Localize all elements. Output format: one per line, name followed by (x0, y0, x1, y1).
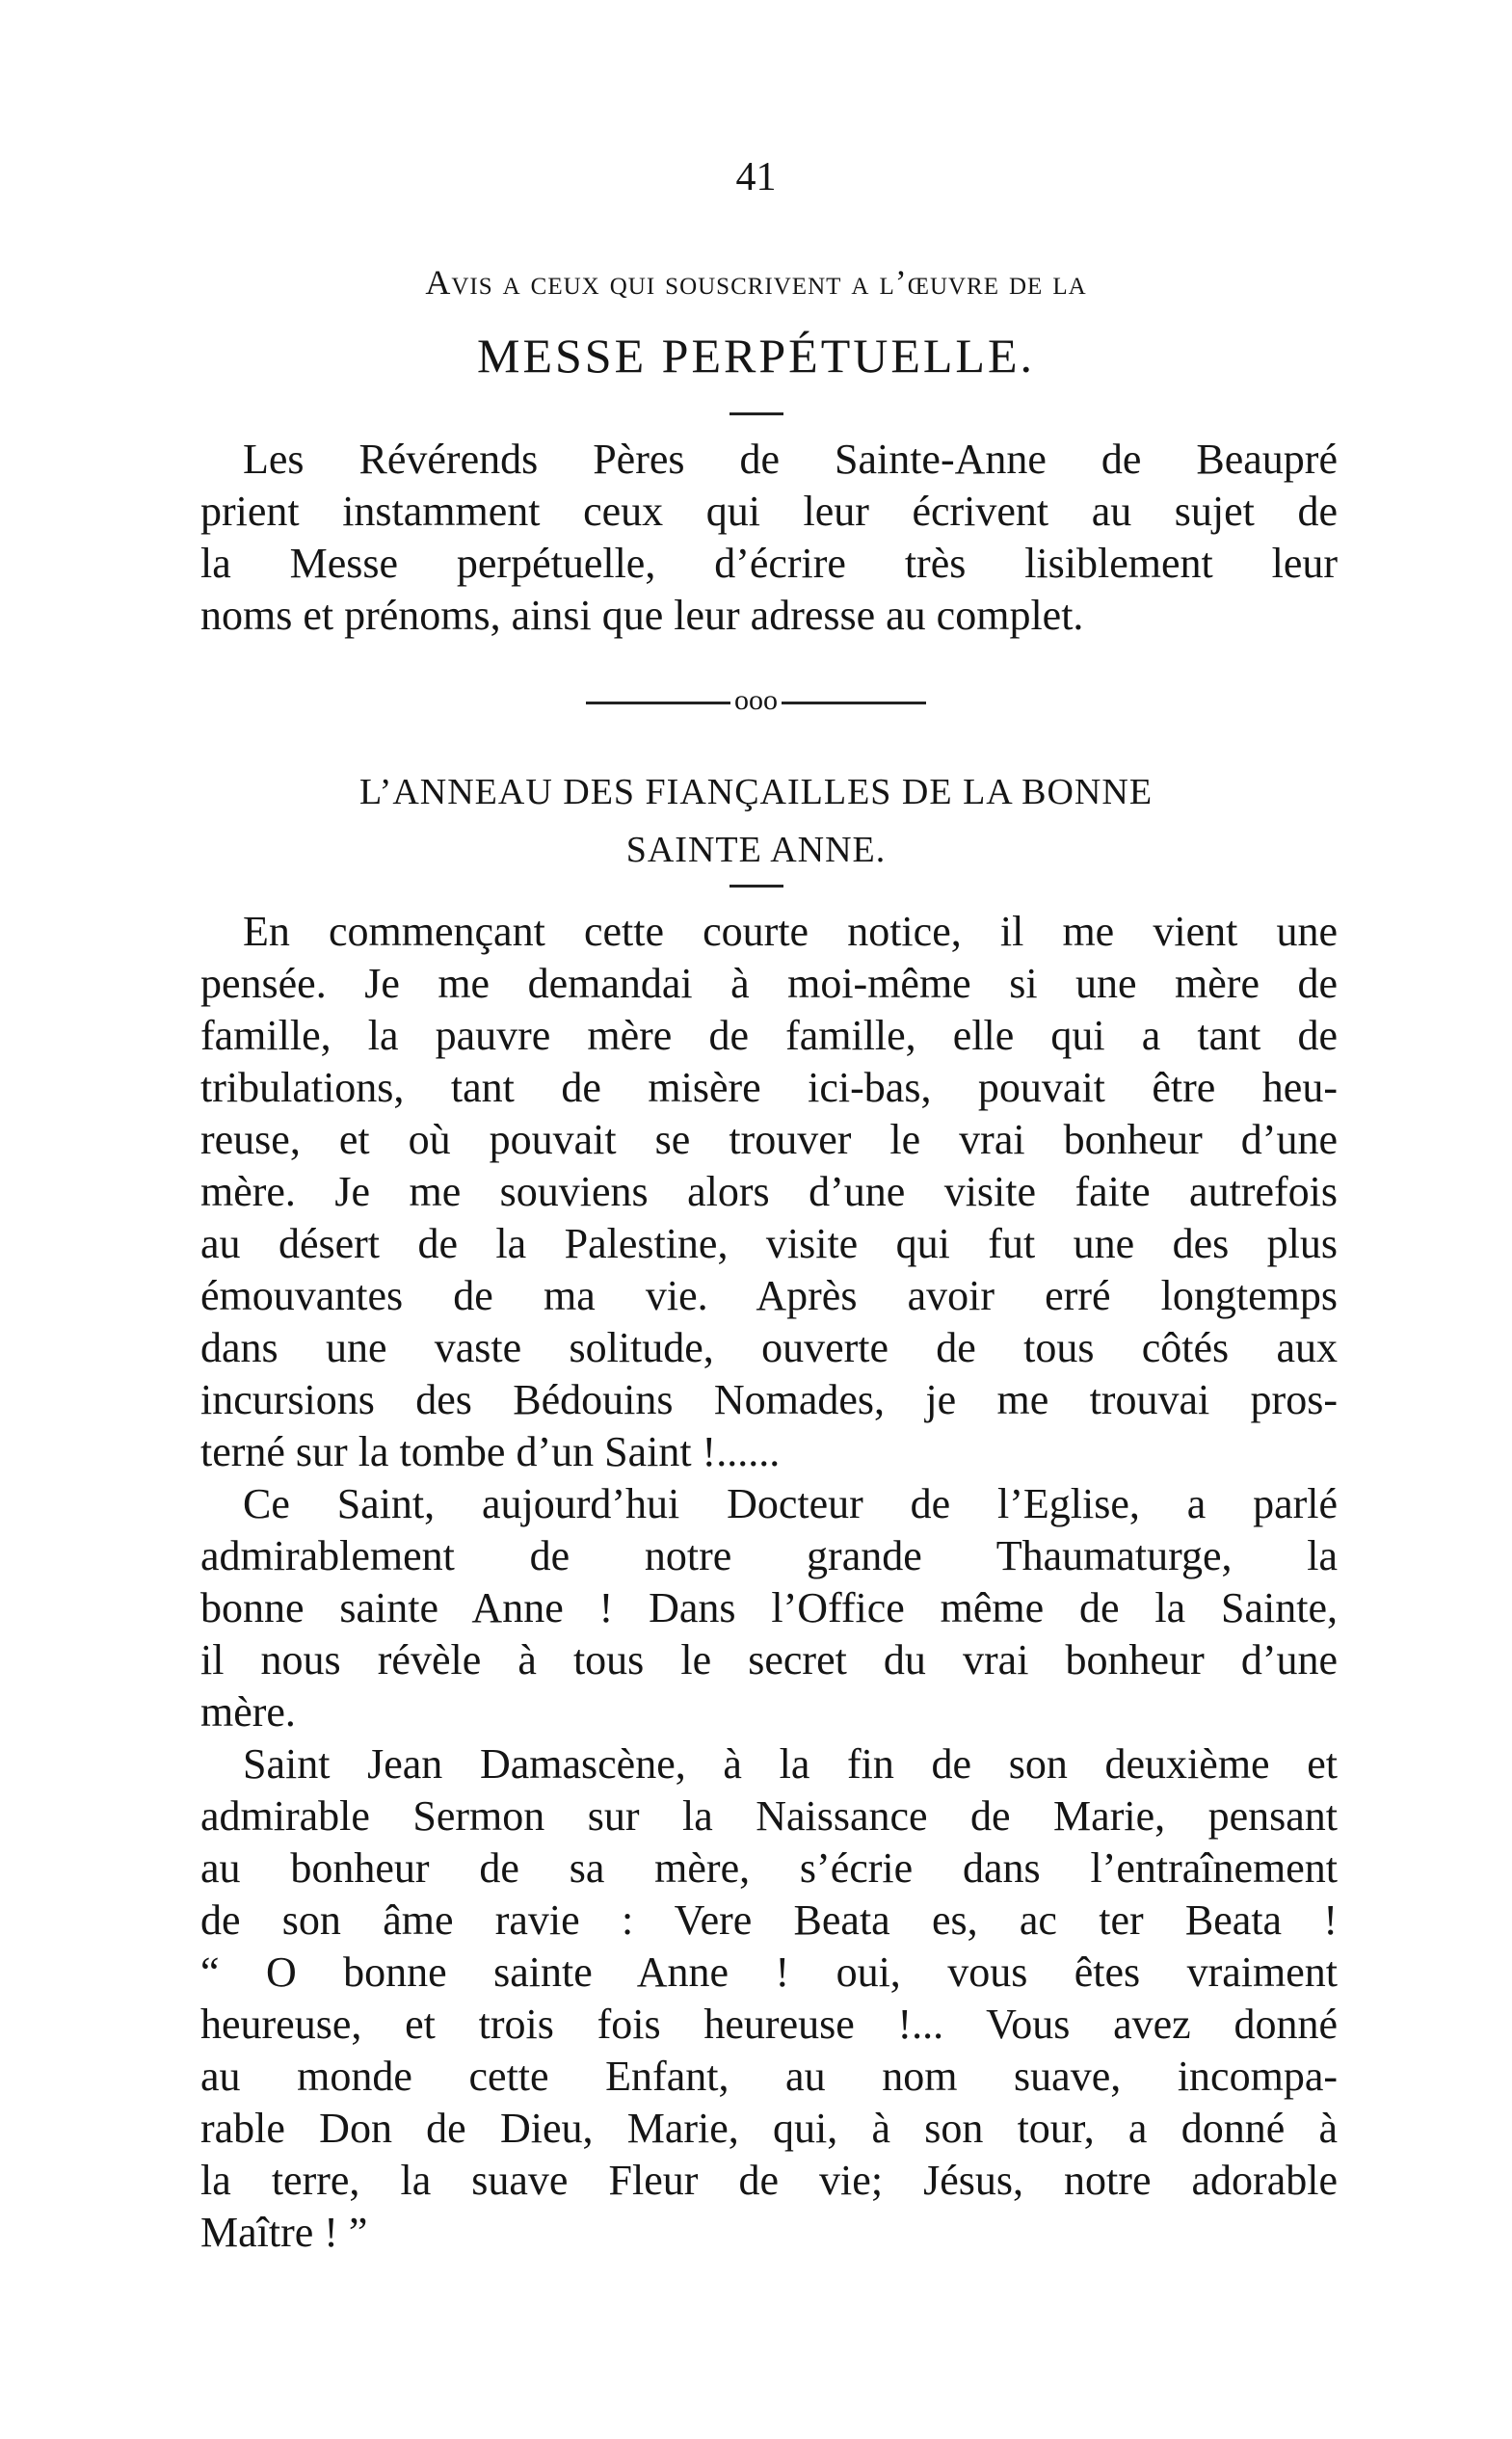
article-line: terné sur la tombe d’un Saint !...... (200, 1428, 781, 1475)
article-line: admirablement de notre grande Thaumaturge, la (200, 1532, 1338, 1579)
notice-line: la Messe perpétuelle, d’écrire très lisiblement leur (200, 540, 1338, 587)
separator-dash (586, 702, 730, 704)
article-line: rable Don de Dieu, Marie, qui, à son tour, a donné à (200, 2105, 1338, 2152)
article-line: émouvantes de ma vie. Après avoir erré longtemps (200, 1272, 1338, 1319)
notice-line: Les Révérends Pères de Sainte-Anne de Beaupré (243, 436, 1338, 483)
page-number: 41 (735, 155, 777, 199)
article-line: “ O bonne sainte Anne ! oui, vous êtes vraiment (200, 1949, 1338, 1996)
title-rule (729, 885, 783, 888)
article-line: mère. Je me souviens alors d’une visite faite autrefois (200, 1168, 1338, 1215)
article-line: dans une vaste solitude, ouverte de tous côtés aux (200, 1324, 1338, 1371)
article-line: famille, la pauvre mère de famille, elle qui a tant de (200, 1012, 1338, 1059)
separator-dash (782, 702, 926, 704)
separator-text: ooo (734, 684, 778, 716)
article-line: la terre, la suave Fleur de vie; Jésus, notre adorable (200, 2157, 1338, 2204)
article-line: Ce Saint, aujourd’hui Docteur de l’Eglise, a parlé (243, 1480, 1338, 1527)
article-line: au désert de la Palestine, visite qui fut une des plus (200, 1220, 1338, 1267)
article-line: mère. (200, 1688, 296, 1736)
article-line: admirable Sermon sur la Naissance de Marie, pensant (200, 1792, 1338, 1840)
article-line: bonne sainte Anne ! Dans l’Office même de la Sainte, (200, 1584, 1338, 1631)
article-line: incursions des Bédouins Nomades, je me trouvai pros- (200, 1376, 1338, 1423)
article-line: tribulations, tant de misère ici-bas, pouvait être heu- (200, 1064, 1338, 1111)
article-line: au bonheur de sa mère, s’écrie dans l’entraînement (200, 1844, 1338, 1892)
notice-line: noms et prénoms, ainsi que leur adresse au complet. (200, 592, 1084, 639)
article-line: au monde cette Enfant, au nom suave, incompa- (200, 2053, 1338, 2100)
article-title: L’ANNEAU DES FIANÇAILLES DE LA BONNE (358, 772, 1154, 812)
notice-title: MESSE PERPÉTUELLE. (476, 329, 1036, 383)
article-line: de son âme ravie : Vere Beata es, ac ter Beata ! (200, 1896, 1338, 1944)
article-line: pensée. Je me demandai à moi-même si une mère de (200, 960, 1338, 1007)
title-rule (729, 412, 783, 415)
article-line: Maître ! ” (200, 2209, 368, 2256)
article-line: il nous révèle à tous le secret du vrai bonheur d’une (200, 1636, 1338, 1683)
article-line: En commençant cette courte notice, il me vient une (243, 908, 1338, 955)
section-separator (0, 684, 1512, 717)
article-line: reuse, et où pouvait se trouver le vrai bonheur d’une (200, 1116, 1338, 1163)
article-title-continued: SAINTE ANNE. (625, 830, 887, 870)
article-line: heureuse, et trois fois heureuse !... Vous avez donné (200, 2001, 1338, 2048)
notice-line: prient instamment ceux qui leur écrivent au sujet de (200, 488, 1338, 535)
article-line: Saint Jean Damascène, à la fin de son deuxième et (243, 1740, 1338, 1788)
notice-heading: Avis a ceux qui souscrivent a l’œuvre de la (425, 263, 1087, 302)
